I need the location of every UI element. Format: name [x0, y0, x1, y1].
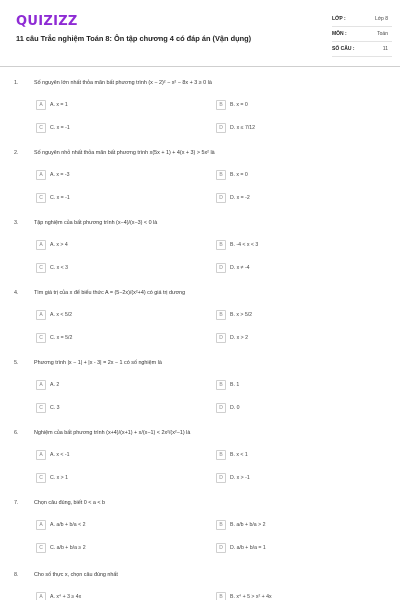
option-b[interactable] [216, 310, 366, 322]
question-number: 6. [14, 430, 19, 436]
option-text: D. x > -1 [230, 475, 250, 481]
option-letter-box: D [216, 263, 226, 273]
option-letter-box: A [36, 100, 46, 110]
option-b[interactable] [216, 170, 366, 182]
option-a[interactable] [36, 450, 186, 462]
option-a[interactable] [36, 240, 186, 252]
option-b[interactable] [216, 450, 366, 462]
option-letter-box: C [36, 473, 46, 483]
option-text: D. x ≤ 7/12 [230, 125, 256, 131]
question-item [0, 430, 400, 500]
option-text: C. x = -1 [50, 125, 70, 131]
option-d[interactable] [216, 333, 366, 345]
option-letter-box: C [36, 263, 46, 273]
option-text: C. 3 [50, 405, 60, 411]
question-text: Số nguyên nhỏ nhất thỏa mãn bất phương trình x(5x + 1) + 4(x + 3) > 5x² là [34, 150, 215, 156]
question-number: 7. [14, 500, 19, 506]
option-text: A. x < -1 [50, 452, 70, 458]
option-c[interactable] [36, 123, 186, 135]
question-number: 3. [14, 220, 19, 226]
option-b[interactable] [216, 100, 366, 112]
question-text: Nghiệm của bất phương trình (x+4)/(x+1) + x/(x−1) < 2x²/(x²−1) là [34, 430, 191, 436]
question-item [0, 220, 400, 290]
option-letter-box: D [216, 543, 226, 553]
option-d[interactable] [216, 473, 366, 485]
option-c[interactable] [36, 473, 186, 485]
question-text: Chọn câu đúng, biết 0 < a < b [34, 500, 106, 506]
option-text: A. x = -3 [50, 172, 70, 178]
worksheet-meta [332, 12, 392, 57]
question-number: 1. [14, 80, 19, 86]
meta-value-count: 11 [382, 46, 388, 52]
option-letter-box: B [216, 170, 226, 180]
question-item [0, 572, 400, 600]
option-text: B. x = 0 [230, 102, 248, 108]
option-letter-box: B [216, 450, 226, 460]
option-letter-box: B [216, 100, 226, 110]
question-item [0, 500, 400, 570]
option-letter-box: A [36, 450, 46, 460]
option-text: A. x < 5/2 [50, 312, 73, 318]
option-text: D. x = -2 [230, 195, 250, 201]
option-letter-box: C [36, 333, 46, 343]
option-text: B. x > 5/2 [230, 312, 253, 318]
meta-row-count [332, 42, 392, 57]
option-text: A. 2 [50, 382, 60, 388]
question-item [0, 80, 400, 150]
option-c[interactable] [36, 333, 186, 345]
option-letter-box: D [216, 193, 226, 203]
option-letter-box: A [36, 310, 46, 320]
option-b[interactable] [216, 380, 366, 392]
option-b[interactable] [216, 240, 366, 252]
option-text: D. x > 2 [230, 335, 249, 341]
question-item [0, 360, 400, 430]
option-letter-box: B [216, 240, 226, 250]
option-d[interactable] [216, 193, 366, 205]
option-letter-box: A [36, 592, 46, 600]
option-letter-box: D [216, 403, 226, 413]
option-d[interactable] [216, 123, 366, 135]
option-text: B. x = 0 [230, 172, 248, 178]
option-c[interactable] [36, 193, 186, 205]
option-text: C. x > 1 [50, 475, 69, 481]
question-text: Số nguyên lớn nhất thỏa mãn bất phương trình (x − 2)² − x² − 8x + 3 ≥ 0 là [34, 80, 212, 86]
meta-value-grade: Lớp 8 [374, 16, 388, 22]
meta-label-count: SỐ CÂU : [332, 46, 355, 52]
question-number: 2. [14, 150, 19, 156]
header-divider [0, 66, 400, 67]
quizizz-logo: QUIZIZZ [16, 14, 78, 29]
option-text: B. x < 1 [230, 452, 248, 458]
option-letter-box: C [36, 403, 46, 413]
option-a[interactable] [36, 380, 186, 392]
option-b[interactable] [216, 520, 366, 532]
option-letter-box: A [36, 240, 46, 250]
option-text: C. x = -1 [50, 195, 70, 201]
option-a[interactable] [36, 520, 186, 532]
option-text: D. x ≠ -4 [230, 265, 250, 271]
option-c[interactable] [36, 263, 186, 275]
option-text: A. a/b + b/a < 2 [50, 522, 86, 528]
meta-value-subject: Toán [377, 31, 388, 37]
meta-row-subject [332, 27, 392, 42]
option-letter-box: D [216, 473, 226, 483]
question-number: 4. [14, 290, 19, 296]
option-letter-box: A [36, 170, 46, 180]
option-text: D. a/b + b/a = 1 [230, 545, 266, 551]
option-d[interactable] [216, 263, 366, 275]
option-text: C. x = 5/2 [50, 335, 73, 341]
option-letter-box: B [216, 592, 226, 600]
meta-label-subject: MÔN : [332, 31, 347, 37]
option-text: B. x⁴ + 5 > x² + 4x [230, 594, 272, 600]
option-letter-box: C [36, 543, 46, 553]
question-item [0, 150, 400, 220]
option-text: A. x = 1 [50, 102, 68, 108]
option-letter-box: C [36, 123, 46, 133]
option-letter-box: A [36, 520, 46, 530]
option-letter-box: C [36, 193, 46, 203]
worksheet-header [0, 0, 400, 66]
question-number: 5. [14, 360, 19, 366]
worksheet-title: 11 câu Trắc nghiệm Toán 8: Ôn tập chương 4 có đáp án (Vận dụng) [16, 34, 252, 43]
option-text: D. 0 [230, 405, 240, 411]
option-a[interactable] [36, 100, 186, 112]
option-text: C. x < 3 [50, 265, 69, 271]
question-text: Tập nghiệm của bất phương trình (x−4)/(x−3) < 0 là [34, 220, 158, 226]
option-b[interactable] [216, 592, 366, 600]
option-d[interactable] [216, 543, 366, 555]
option-letter-box: A [36, 380, 46, 390]
option-c[interactable] [36, 543, 186, 555]
option-letter-box: D [216, 333, 226, 343]
meta-label-grade: LỚP : [332, 16, 346, 22]
option-text: B. -4 < x < 3 [230, 242, 259, 248]
question-text: Phương trình |x − 1| + |x - 3| = 2x − 1 có số nghiệm là [34, 360, 162, 366]
option-text: A. x > 4 [50, 242, 68, 248]
question-item [0, 290, 400, 360]
question-number: 8. [14, 572, 19, 578]
option-text: B. 1 [230, 382, 240, 388]
option-text: B. a/b + b/a > 2 [230, 522, 266, 528]
question-text: Cho số thực x, chọn câu đúng nhất [34, 572, 118, 578]
option-a[interactable] [36, 592, 186, 600]
option-a[interactable] [36, 310, 186, 322]
option-letter-box: D [216, 123, 226, 133]
option-letter-box: B [216, 520, 226, 530]
option-a[interactable] [36, 170, 186, 182]
option-text: C. a/b + b/a ≥ 2 [50, 545, 86, 551]
meta-row-grade [332, 12, 392, 27]
question-text: Tìm giá trị của x để biểu thức A = (5−2x)/(x²+4) có giá trị dương [34, 290, 186, 296]
option-d[interactable] [216, 403, 366, 415]
option-letter-box: B [216, 380, 226, 390]
option-letter-box: B [216, 310, 226, 320]
option-text: A. x⁴ + 3 ≥ 4x [50, 594, 82, 600]
option-c[interactable] [36, 403, 186, 415]
